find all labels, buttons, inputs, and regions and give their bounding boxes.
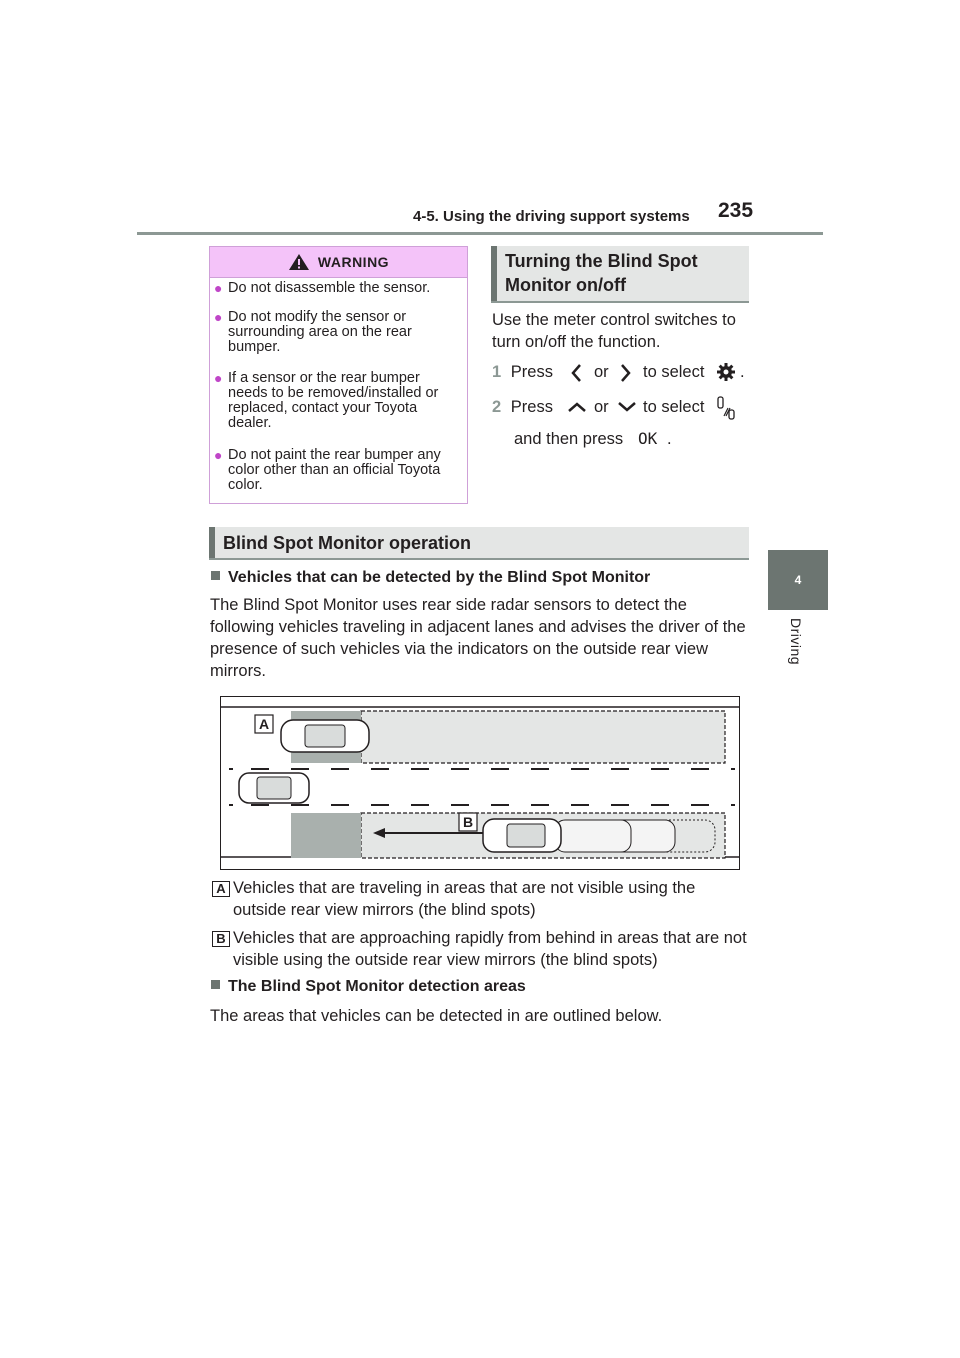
header-rule [137, 232, 823, 235]
warning-item: ● If a sensor or the rear bumper needs to be removed/installed or replaced, contact your Toyota dealer. [214, 370, 439, 431]
subheading-detection-areas: The Blind Spot Monitor detection areas [211, 978, 526, 996]
legend-b-marker: B [212, 930, 230, 948]
warning-title: WARNING [317, 254, 390, 270]
heading-rule [491, 301, 749, 303]
warning-item: ● Do not paint the rear bumper any color other than an official Toyota color. [214, 447, 441, 493]
subheading-vehicles: Vehicles that can be detected by the Blind Spot Monitor [211, 569, 650, 587]
diagram-label-b: B [462, 814, 474, 830]
chapter-number: 4 [794, 573, 802, 587]
chevron-left-icon [570, 363, 584, 383]
and-then-press-text: and then press [514, 430, 624, 448]
operation-paragraph: The Blind Spot Monitor uses rear side radar sensors to detect the following vehicles traveling in adjacent lanes and advises the driver of the presence of such vehicles via the indicators on the outside rear view mirrors. [210, 596, 746, 680]
legend-a: Vehicles that are traveling in areas that are not visible using the outside rear view mirrors (the blind spots) [233, 879, 696, 919]
diagram-label-a: A [258, 716, 270, 732]
chevron-up-icon [566, 400, 588, 414]
or-text: or [594, 398, 609, 416]
square-bullet-icon [211, 571, 220, 580]
warning-item: ● Do not modify the sensor or surrounding area on the rear bumper. [214, 309, 412, 355]
bullet-icon: ● [214, 370, 223, 386]
bullet-icon: ● [214, 309, 223, 325]
period: . [740, 363, 745, 381]
or-text: or [594, 363, 609, 381]
gear-icon [716, 362, 736, 382]
to-select-text: to select [643, 363, 705, 381]
turning-heading: Turning the Blind Spot Monitor on/off [491, 246, 749, 302]
bullet-icon: ● [214, 447, 223, 463]
step-1: 1 Press [492, 363, 553, 381]
section-title: 4-5. Using the driving support systems [413, 208, 690, 225]
warning-triangle-icon [288, 253, 310, 271]
turning-intro: Use the meter control switches to turn on/off the function. [492, 311, 736, 351]
legend-a-marker: A [212, 880, 230, 898]
heading-rule [209, 558, 749, 560]
step-2: 2 Press [492, 398, 553, 416]
chevron-right-icon [618, 363, 632, 383]
period: . [667, 430, 672, 448]
bsm-icon [716, 396, 736, 420]
legend-b: Vehicles that are approaching rapidly from behind in areas that are not visible using the outside rear view mirrors (the blind spots) [233, 929, 747, 969]
operation-heading: Blind Spot Monitor operation [209, 527, 749, 559]
ok-label: OK [638, 429, 658, 448]
warning-header [209, 246, 468, 278]
chapter-label: Driving [788, 618, 804, 666]
page-number: 235 [718, 199, 754, 222]
square-bullet-icon [211, 980, 220, 989]
to-select-text: to select [643, 398, 705, 416]
closing-text: The areas that vehicles can be detected in are outlined below. [210, 1007, 663, 1025]
bsm-diagram [220, 696, 740, 870]
bullet-icon: ● [214, 280, 223, 296]
chapter-tab [768, 550, 828, 610]
chevron-down-icon [616, 400, 638, 414]
warning-item: ● Do not disassemble the sensor. [214, 280, 431, 296]
